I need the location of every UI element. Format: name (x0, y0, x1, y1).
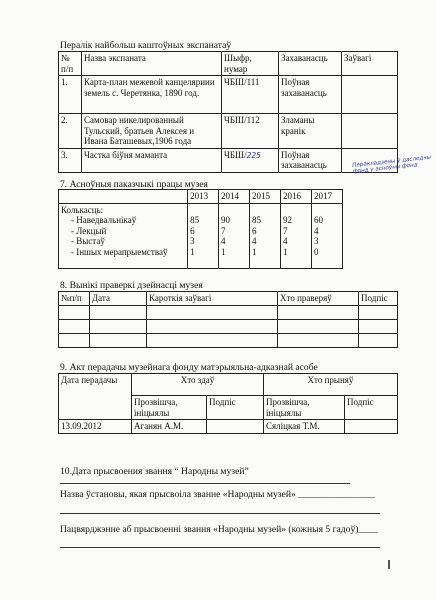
exhibit-notes (342, 114, 398, 149)
col-transfer-date: Дата перадачы (59, 374, 132, 420)
stat-label: - Іншых мерапрыемстваў (71, 246, 168, 257)
row-number: 3. (59, 148, 82, 172)
year-2017: 2017 (311, 190, 342, 204)
exhibit-cipher: ЧБШ/112 (222, 114, 279, 149)
handed-over-by: Аганян А.М. (132, 420, 207, 434)
col-condition: Захаванасць (279, 52, 342, 76)
section1-title: Пералік найбольш каштоўных экспанатаў (60, 40, 232, 51)
handwritten-cipher: 225 (246, 150, 261, 160)
exhibit-cipher-cell (222, 148, 279, 172)
row-number: 1. (59, 76, 82, 114)
fill-line (60, 513, 380, 514)
exhibit-notes (342, 76, 398, 114)
year-2015: 2015 (250, 190, 281, 204)
col-date: Дата (90, 292, 147, 306)
stats-col-2017 (311, 203, 342, 268)
stat-value: 1 (221, 246, 226, 257)
table-row (59, 420, 398, 434)
stat-value: 90 (221, 215, 231, 225)
stats-col-2016 (280, 203, 311, 268)
exhibit-name: Самовар никелированный Тульский, братьев Алексея и Ивана Баташевых,1906 года (82, 114, 222, 149)
exhibit-cipher: ЧБШ/ (224, 149, 247, 160)
sub-sign-from: Подпіс (207, 396, 264, 420)
col-number: №п/п (59, 292, 90, 306)
scan-mark (388, 560, 390, 569)
fill-line (60, 483, 350, 484)
stat-value: 1 (282, 246, 288, 257)
year-2014: 2014 (219, 190, 250, 204)
table-row (59, 333, 398, 347)
stat-label: - Наведвальнікаў (71, 215, 137, 225)
stat-label: - Лекцый (71, 225, 107, 236)
fill-line (60, 547, 380, 548)
col-notes: Заўвагі (342, 52, 398, 76)
col-cipher: Шыфр, нумар (222, 52, 279, 76)
stat-value: 92 (282, 215, 292, 225)
exhibit-condition: Зламаны кранік (279, 114, 342, 149)
sub-name-to: Прозвішча, ініцыялы (264, 396, 345, 420)
col-exhibit-name: Назва экспаната (82, 52, 222, 76)
stat-value: 1 (190, 246, 195, 257)
stat-value: 6 (190, 225, 195, 236)
inspection-table (58, 291, 398, 348)
row-number: 2. (59, 114, 82, 149)
stat-value: 85 (190, 215, 200, 225)
exhibit-name: Карта-план межевой канцеляриии земель с. Черетянка, 1890 год. (82, 76, 222, 114)
exhibit-condition: Поўная захаванасць (279, 148, 342, 172)
received-by: Сяліцкая Т.М. (264, 420, 345, 434)
section7-title: 7. Асноўныя паказчыкі працы музея (60, 179, 208, 190)
years-row (59, 190, 343, 204)
table-row (59, 114, 398, 149)
table-row (59, 319, 398, 333)
handwritten-note: Перакладзены ў даследчы фонд у асноўны фонд (352, 154, 432, 176)
stat-value: 3 (313, 236, 319, 246)
col-received: Хто прыняў (264, 374, 398, 396)
year-2013: 2013 (188, 190, 219, 204)
stat-value: 1 (252, 246, 257, 257)
table-header-row (59, 292, 398, 306)
stat-value: 4 (252, 236, 257, 246)
stat-value: 6 (252, 225, 257, 236)
section9-title: 9. Акт перадачы музейнага фонду матэрыяльна-адказнай асобе (60, 362, 318, 373)
transfer-act-table (58, 373, 398, 434)
table-row (59, 76, 398, 114)
table-row (59, 148, 398, 172)
stat-value: 4 (221, 236, 226, 246)
stats-body (59, 203, 343, 268)
table-header-row (59, 374, 398, 396)
section10-line1: Назва ўстановы, якая прысвоіла званне «Народны музей» ________________ (60, 489, 375, 500)
exhibit-name: Частка біўня маманта (82, 148, 222, 172)
table-row (59, 305, 398, 319)
stat-value: 3 (190, 236, 195, 246)
museum-stats-table (58, 189, 343, 269)
stat-value: 7 (282, 225, 288, 236)
section8-title: 8. Вынікі праверкі дзейнасці музея (60, 280, 203, 291)
stat-value: 7 (221, 225, 226, 236)
stat-value: 60 (313, 215, 323, 225)
stat-label: - Выстаў (71, 236, 105, 246)
stats-col-2014 (219, 203, 250, 268)
year-2016: 2016 (280, 190, 311, 204)
table-header-row (59, 52, 398, 76)
stat-value: 4 (313, 225, 319, 236)
stats-col-2013 (188, 203, 219, 268)
section10-title: 10.Дата прысвоения звання “ Народны музей” (60, 466, 249, 477)
stats-col-2015 (250, 203, 281, 268)
col-handed-over: Хто здаў (132, 374, 264, 396)
sub-sign-to: Подпіс (345, 396, 398, 420)
stat-value: 0 (313, 246, 319, 257)
transfer-date: 13.09.2012 (59, 420, 132, 434)
stat-value: 4 (282, 236, 288, 246)
stat-value: 85 (252, 215, 262, 225)
col-number: № п/п (59, 52, 82, 76)
section10-line2: Пацвярджэнне аб прысвоенні звання «Народны музей» (кожныя 5 гадоў)____ (60, 524, 378, 535)
exhibit-cipher: ЧБШ/111 (222, 76, 279, 114)
exhibits-table (58, 51, 398, 173)
stats-labels (59, 203, 188, 268)
col-remarks: Кароткія заўвагі (147, 292, 278, 306)
count-label: Колькасць: (61, 204, 104, 215)
exhibit-condition: Поўная захаванасць (279, 76, 342, 114)
col-signature: Подпіс (359, 292, 398, 306)
sub-name-from: Прозвішча, ініцыялы (132, 396, 207, 420)
col-inspector: Хто праверяў (278, 292, 359, 306)
